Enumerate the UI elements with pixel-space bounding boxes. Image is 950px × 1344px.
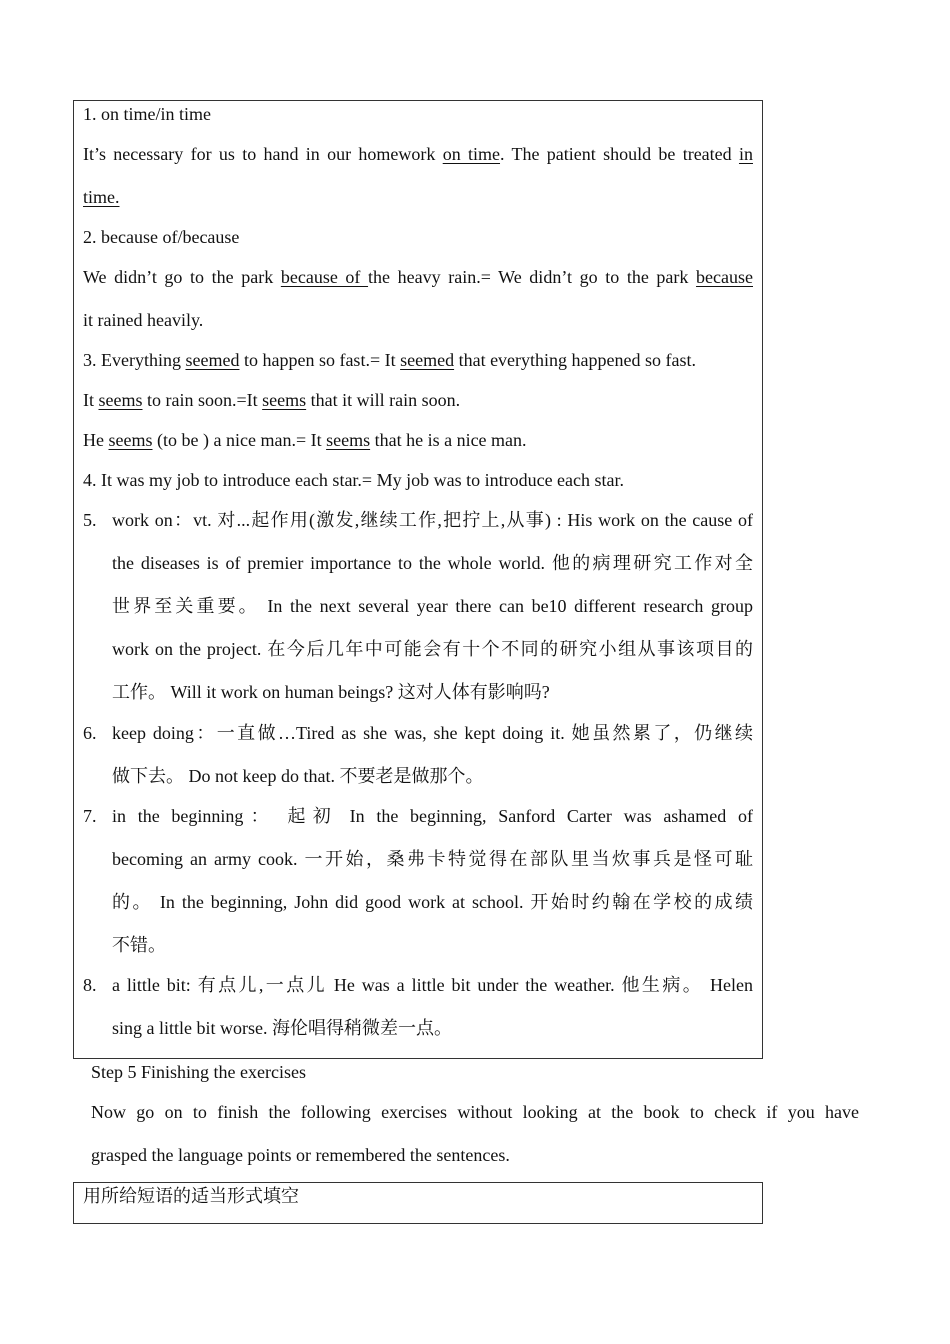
- item7-line1: in the beginning： 起初 In the beginning, Sanford Carter was ashamed of: [112, 806, 753, 826]
- item5-line2: the diseases is of premier importance to the whole world. 他的病理研究工作对全: [112, 553, 753, 573]
- item5-number: 5.: [83, 510, 97, 530]
- item1-title: 1. on time/in time: [83, 104, 211, 124]
- item3-line1: 3. Everything seemed to happen so fast.= It seemed that everything happened so fast.: [83, 350, 697, 370]
- item2-title: 2. because of/because: [83, 227, 240, 247]
- notes-box: [73, 100, 763, 1059]
- item7-line3: 的。 In the beginning, John did good work at school. 开始时约翰在学校的成绩: [112, 892, 753, 912]
- item1-line1: It’s necessary for us to hand in our homework on time. The patient should be treated in: [83, 144, 753, 164]
- item5-line4: work on the project. 在今后几年中可能会有十个不同的研究小组从事该项目的: [112, 639, 753, 659]
- item8-number: 8.: [83, 975, 97, 995]
- item6-line2: 做下去。 Do not keep do that. 不要老是做那个。: [112, 766, 484, 786]
- item8-line2: sing a little bit worse. 海伦唱得稍微差一点。: [112, 1018, 452, 1038]
- item6-number: 6.: [83, 723, 97, 743]
- exercise-instruction: 用所给短语的适当形式填空: [83, 1186, 299, 1206]
- item8-line1: a little bit: 有点儿,一点儿 He was a little bit under the weather. 他生病。 Helen: [112, 975, 753, 995]
- step5-title: Step 5 Finishing the exercises: [91, 1062, 306, 1082]
- item5-line3: 世界至关重要。 In the next several year there can be10 different research group: [112, 596, 753, 616]
- step5-paragraph-line2: grasped the language points or remembered the sentences.: [91, 1145, 510, 1165]
- item5-line5: 工作。 Will it work on human beings? 这对人体有影响吗?: [112, 682, 550, 702]
- item7-number: 7.: [83, 806, 97, 826]
- item1-line2: time.: [83, 187, 120, 207]
- item2-line1: We didn’t go to the park because of the heavy rain.= We didn’t go to the park because: [83, 267, 753, 287]
- item2-line2: it rained heavily.: [83, 310, 204, 330]
- item7-line4: 不错。: [112, 935, 166, 955]
- step5-paragraph-line1: Now go on to finish the following exercises without looking at the book to check if you have: [91, 1102, 859, 1122]
- item6-line1: keep doing：一直做…Tired as she was, she kept doing it. 她虽然累了，仍继续: [112, 723, 753, 743]
- exercise-box: [73, 1182, 763, 1224]
- item3-line2: It seems to rain soon.=It seems that it will rain soon.: [83, 390, 461, 410]
- item7-line2: becoming an army cook. 一开始，桑弗卡特觉得在部队里当炊事兵是怪可耻: [112, 849, 753, 869]
- item5-line1: work on：vt. 对...起作用(激发,继续工作,把拧上,从事) : His work on the cause of: [112, 510, 753, 530]
- item4: 4. It was my job to introduce each star.= My job was to introduce each star.: [83, 470, 625, 490]
- item3-line3: He seems (to be ) a nice man.= It seems that he is a nice man.: [83, 430, 527, 450]
